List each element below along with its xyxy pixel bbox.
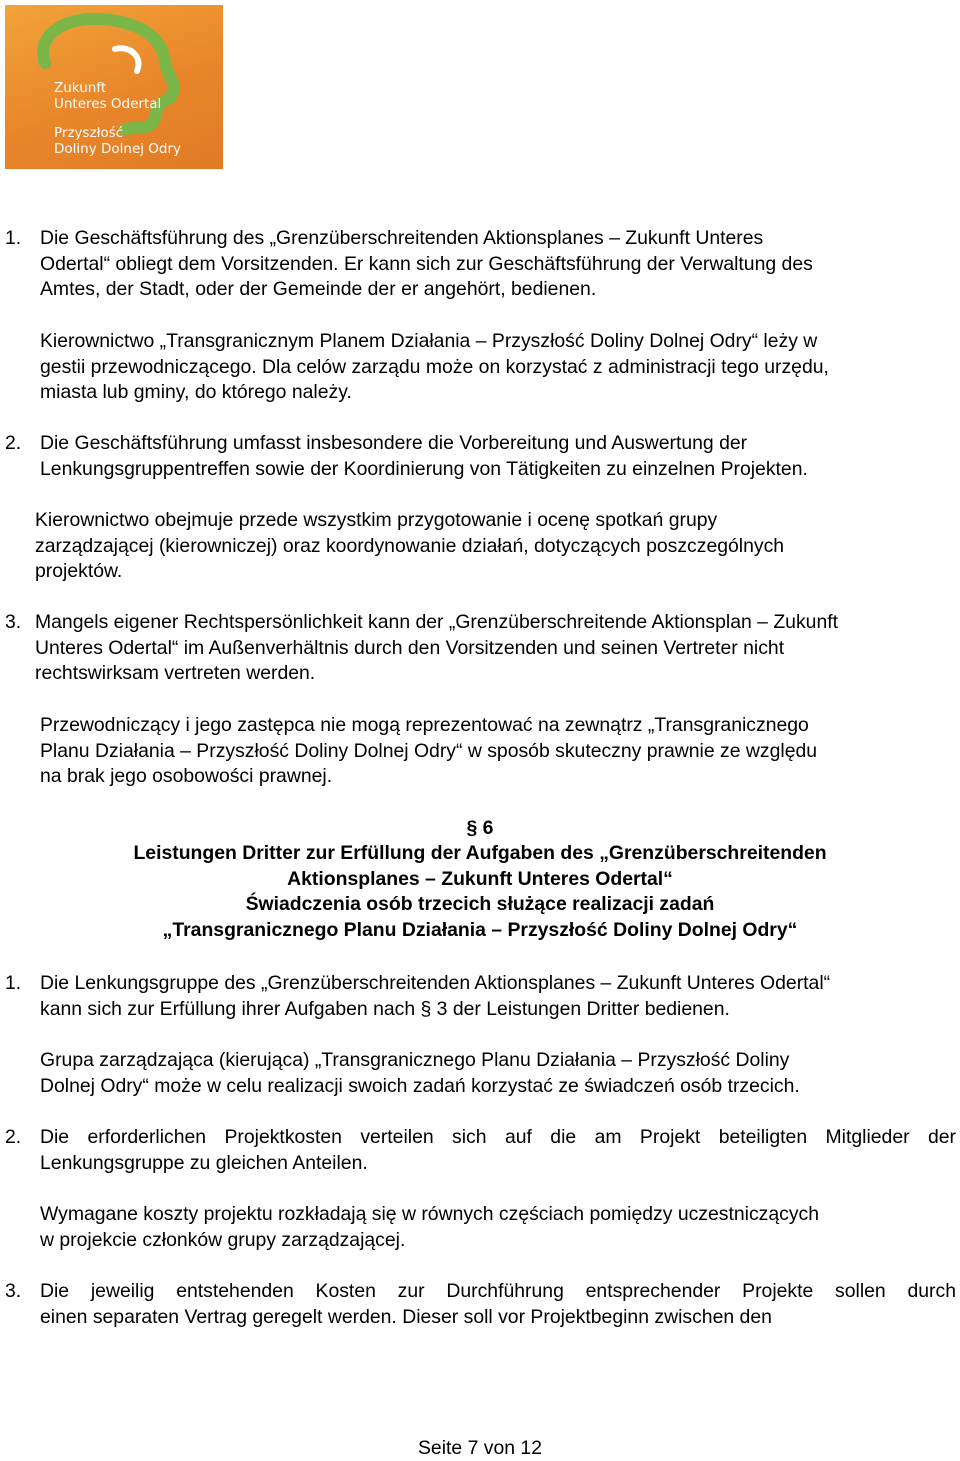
heading-line: Leistungen Dritter zur Erfüllung der Aufgaben des „Grenzüberschreitenden <box>133 842 827 864</box>
logo-text-de <box>54 80 161 112</box>
text-line: Die Geschäftsführung umfasst insbesondere die Vorbereitung und Auswertung der <box>40 432 748 454</box>
paragraph-de <box>40 971 830 1022</box>
text-line: Grupa zarządzająca (kierująca) „Transgranicznego Planu Działania – Przyszłość Doliny <box>40 1049 790 1071</box>
text-line: miasta lub gminy, do którego należy. <box>40 381 352 404</box>
text-line: Lenkungsgruppe zu gleichen Anteilen. <box>40 1151 368 1174</box>
logo-line: Przyszłość <box>54 125 124 141</box>
text-line: projektów. <box>35 560 123 583</box>
paragraph-de <box>40 226 813 303</box>
text-line: Die Geschäftsführung des „Grenzüberschreitenden Aktionsplanes – Zukunft Unteres <box>40 227 764 249</box>
text-line: w projekcie członków grupy zarządzającej. <box>40 1228 406 1251</box>
text-line: Wymagane koszty projektu rozkładają się w równych częściach pomiędzy uczestniczących <box>40 1203 820 1225</box>
item-number: 3. <box>5 611 22 633</box>
paragraph-pl <box>40 713 817 790</box>
logo <box>5 5 223 169</box>
item-number: 3. <box>5 1280 22 1302</box>
text-line: Planu Działania – Przyszłość Doliny Dolnej Odry“ w sposób skuteczny prawnie ze względu <box>40 739 818 762</box>
paragraph-de <box>40 1125 956 1176</box>
item-number: 1. <box>5 972 22 994</box>
text-line: na brak jego osobowości prawnej. <box>40 765 333 788</box>
paragraph-pl <box>40 1202 819 1253</box>
text-line: Kierownictwo obejmuje przede wszystkim przygotowanie i ocenę spotkań grupy <box>35 509 718 531</box>
logo-line: Zukunft <box>54 80 107 96</box>
heading-line: Aktionsplanes – Zukunft Unteres Odertal“ <box>287 867 673 890</box>
text-line: Mangels eigener Rechtspersönlichkeit kann der „Grenzüberschreitende Aktionsplan – Zukunft <box>35 611 839 633</box>
text-line: Die jeweilig entstehenden Kosten zur Durchführung entsprechender Projekte sollen durch <box>40 1280 956 1302</box>
paragraph-de <box>35 610 838 687</box>
page-number: Seite 7 von 12 <box>418 1437 542 1459</box>
logo-line: Unteres Odertal <box>54 96 162 112</box>
item-number: 1. <box>5 227 22 249</box>
text-line: Dolnej Odry“ może w celu realizacji swoich zadań korzystać ze świadczeń osób trzecich. <box>40 1074 800 1097</box>
text-line: kann sich zur Erfüllung ihrer Aufgaben nach § 3 der Leistungen Dritter bedienen. <box>40 997 730 1020</box>
text-line: gestii przewodniczącego. Dla celów zarządu może on korzystać z administracji tego urzędu, <box>40 355 829 378</box>
text-line: zarządzającej (kierowniczej) oraz koordynowanie działań, dotyczących poszczególnych <box>35 534 785 557</box>
text-line: Kierownictwo „Transgranicznym Planem Działania – Przyszłość Doliny Dolnej Odry“ leży w <box>40 330 818 352</box>
text-line: einen separaten Vertrag geregelt werden. Dieser soll vor Projektbeginn zwischen den <box>40 1305 772 1328</box>
logo-line: Doliny Dolnej Odry <box>54 141 182 157</box>
item-number: 2. <box>5 432 22 454</box>
text-line: Amtes, der Stadt, oder der Gemeinde der er angehört, bedienen. <box>40 278 597 301</box>
text-line: Die erforderlichen Projektkosten verteilen sich auf die am Projekt beteiligten Mitglieder der <box>40 1126 956 1148</box>
section-number: § 6 <box>466 817 494 839</box>
paragraph-de <box>40 1279 956 1330</box>
text-line: Odertal“ obliegt dem Vorsitzenden. Er kann sich zur Geschäftsführung der Verwaltung des <box>40 252 813 275</box>
logo-text-pl <box>54 125 181 157</box>
item-number: 2. <box>5 1126 22 1148</box>
heading-line: Świadczenia osób trzecich służące realizacji zadań <box>245 893 715 916</box>
paragraph-pl <box>40 1048 800 1099</box>
text-line: rechtswirksam vertreten werden. <box>35 662 316 685</box>
text-line: Unteres Odertal“ im Außenverhältnis durch den Vorsitzenden und seinen Vertreter nicht <box>35 636 785 659</box>
text-line: Lenkungsgruppentreffen sowie der Koordinierung von Tätigkeiten zu einzelnen Projekten. <box>40 457 808 480</box>
heading-line: „Transgranicznego Planu Działania – Przyszłość Doliny Dolnej Odry“ <box>162 918 798 941</box>
paragraph-pl <box>40 329 829 406</box>
paragraph-de <box>40 431 808 482</box>
text-line: Die Lenkungsgruppe des „Grenzüberschreitenden Aktionsplanes – Zukunft Unteres Odertal“ <box>40 972 831 994</box>
section-title <box>0 841 960 943</box>
text-line: Przewodniczący i jego zastępca nie mogą reprezentować na zewnątrz „Transgranicznego <box>40 714 809 736</box>
paragraph-pl <box>35 508 784 585</box>
